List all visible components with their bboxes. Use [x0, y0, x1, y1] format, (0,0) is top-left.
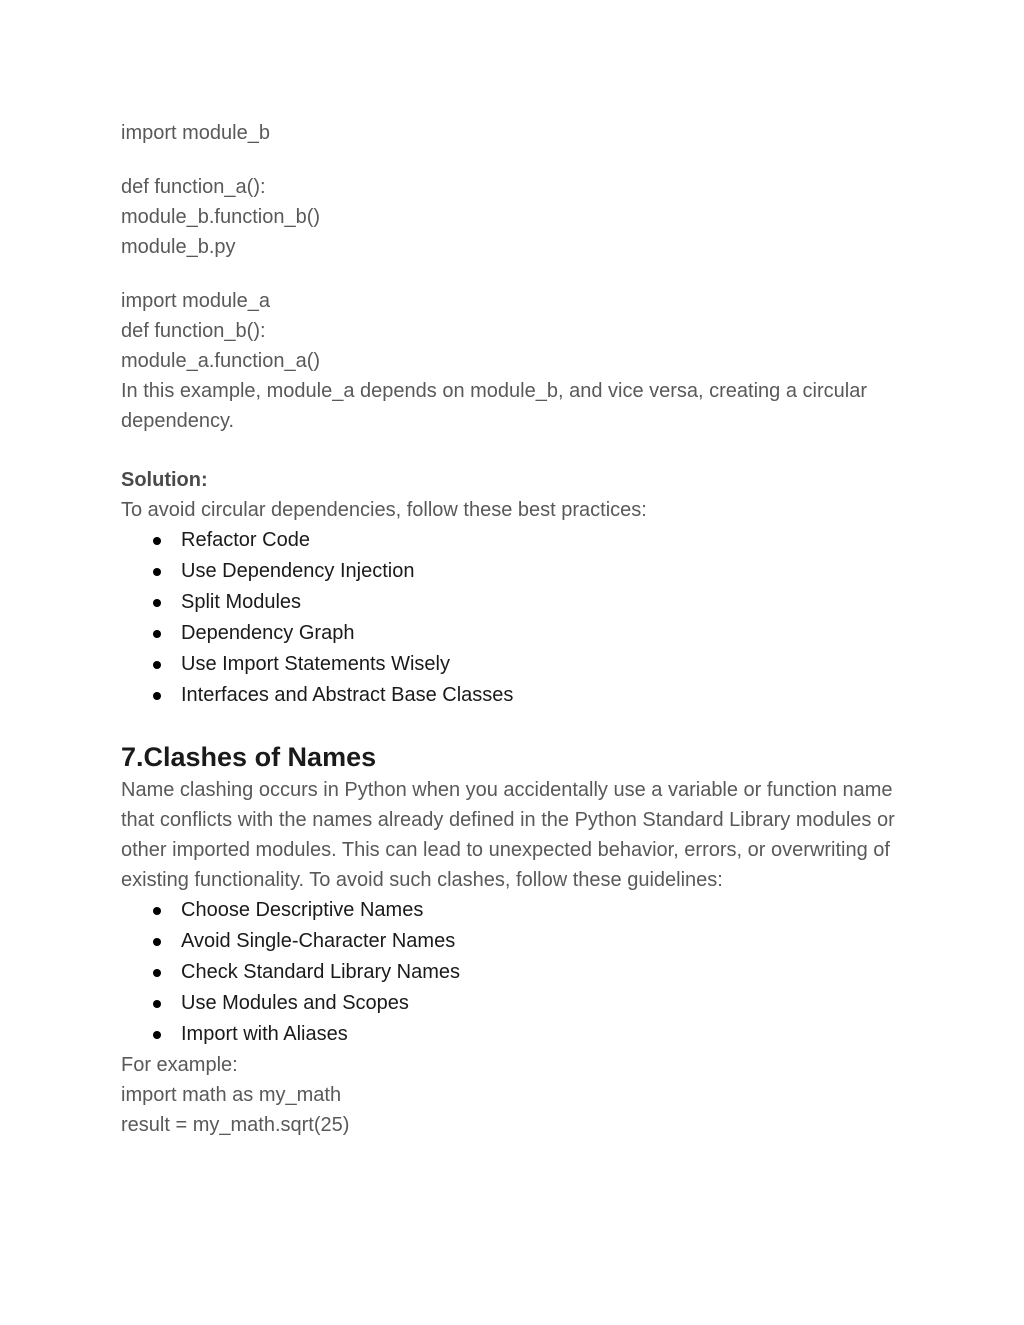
bullet-icon	[153, 1000, 161, 1008]
bullet-icon	[153, 969, 161, 977]
section-heading: 7.Clashes of Names	[121, 742, 377, 772]
list-item	[121, 926, 911, 957]
guidelines-list	[121, 895, 911, 1050]
list-item-text: Refactor Code	[181, 529, 310, 551]
bullet-icon	[153, 661, 161, 669]
list-item	[121, 587, 911, 618]
list-item	[121, 680, 911, 711]
list-item	[121, 525, 911, 556]
bullet-icon	[153, 1031, 161, 1039]
list-item-text: Use Modules and Scopes	[181, 992, 409, 1014]
bullet-icon	[153, 630, 161, 638]
solution-label: Solution:	[121, 469, 208, 491]
list-item	[121, 957, 911, 988]
bullet-icon	[153, 568, 161, 576]
bullet-icon	[153, 692, 161, 700]
list-item	[121, 988, 911, 1019]
code-line: import module_a	[121, 290, 270, 312]
solution-intro: To avoid circular dependencies, follow these best practices:	[121, 499, 647, 521]
list-item	[121, 1019, 911, 1050]
bullet-icon	[153, 537, 161, 545]
list-item-text: Avoid Single-Character Names	[181, 930, 456, 952]
list-item-text: Import with Aliases	[181, 1023, 348, 1045]
bullet-icon	[153, 938, 161, 946]
bullet-icon	[153, 599, 161, 607]
code-line: module_b.py	[121, 236, 236, 258]
code-line: module_b.function_b()	[121, 206, 321, 228]
code-line: import math as my_math	[121, 1084, 342, 1106]
code-line: import module_b	[121, 122, 270, 144]
list-item-text: Use Import Statements Wisely	[181, 653, 450, 675]
section-paragraph: Name clashing occurs in Python when you accidentally use a variable or function name that conflicts with the names already defined in the Python Standard Library modules or other imported modules. This can lead to unexpected behavior, errors, or overwriting of existing functionality. To avoid such clashes, follow these guidelines:	[121, 779, 895, 891]
code-line: def function_a():	[121, 176, 266, 198]
document-page	[121, 118, 911, 1140]
list-item	[121, 649, 911, 680]
code-line: result = my_math.sqrt(25)	[121, 1114, 350, 1136]
example-label: For example:	[121, 1054, 238, 1076]
list-item-text: Use Dependency Injection	[181, 560, 415, 582]
code-line: module_a.function_a()	[121, 350, 321, 372]
code-line: def function_b():	[121, 320, 266, 342]
solution-list	[121, 525, 911, 711]
list-item-text: Choose Descriptive Names	[181, 899, 424, 921]
bullet-icon	[153, 907, 161, 915]
list-item-text: Interfaces and Abstract Base Classes	[181, 684, 514, 706]
list-item	[121, 556, 911, 587]
list-item-text: Check Standard Library Names	[181, 961, 461, 983]
explanation-text: In this example, module_a depends on module_b, and vice versa, creating a circular dependency.	[121, 380, 867, 432]
list-item-text: Split Modules	[181, 591, 302, 613]
list-item	[121, 618, 911, 649]
list-item	[121, 895, 911, 926]
list-item-text: Dependency Graph	[181, 622, 355, 644]
